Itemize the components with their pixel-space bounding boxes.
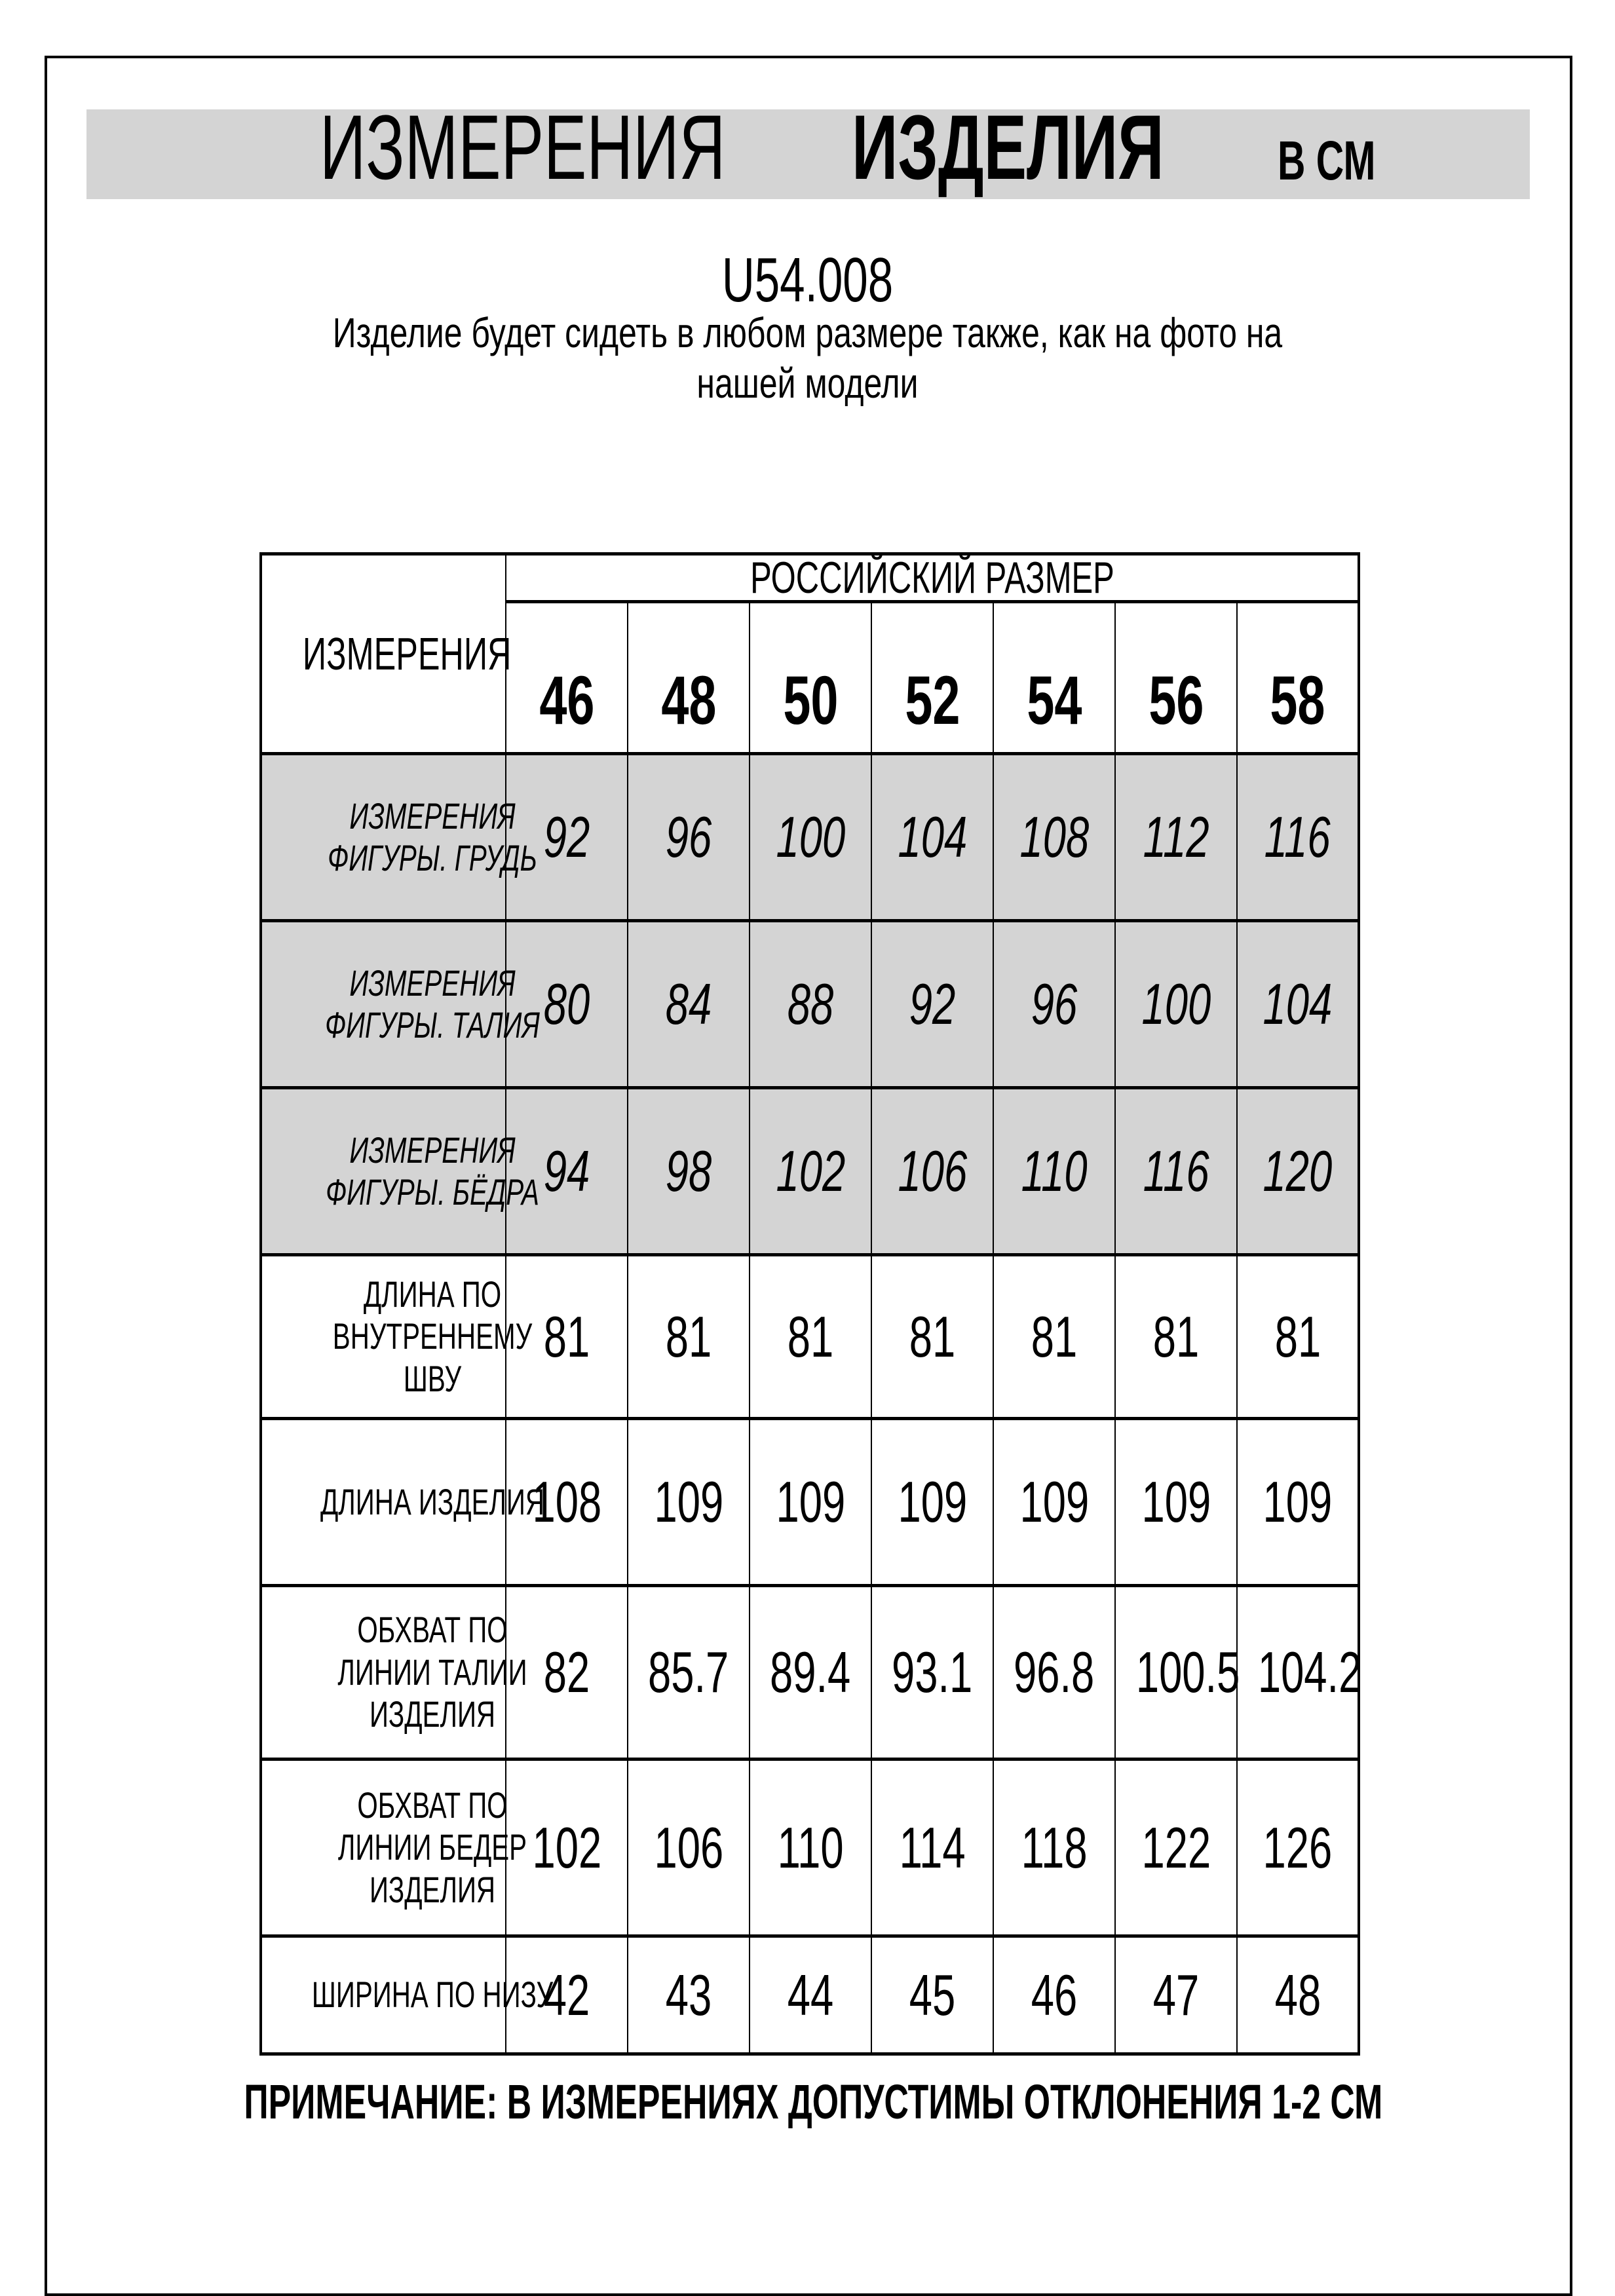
value-text: 116: [1264, 804, 1331, 869]
size-column-header: [628, 602, 750, 754]
value-text: 80: [543, 971, 590, 1036]
value-cell: [628, 1936, 750, 2054]
value-cell: [1237, 1760, 1359, 1936]
value-cell: [871, 1586, 993, 1760]
row-label-text: ДЛИНА ИЗДЕЛИЯ: [320, 1480, 545, 1522]
row-label: [261, 921, 540, 1088]
value-cell: [1115, 754, 1237, 921]
value-cell: [993, 754, 1115, 921]
size-column-header: [993, 602, 1115, 754]
value-text: 94: [543, 1139, 590, 1203]
value-text: 81: [909, 1304, 956, 1369]
value-cell: [871, 1936, 993, 2054]
value-cell: [628, 1586, 750, 1760]
row-label-text: ДЛИНА ПО ВНУТРЕННЕМУ ШВУ: [332, 1273, 533, 1399]
value-text: 96: [665, 804, 712, 869]
value-text: 109: [776, 1469, 845, 1534]
size-column-header-text: 46: [539, 662, 595, 739]
value-text: 84: [665, 971, 712, 1036]
row-label-text: ИЗМЕРЕНИЯ ФИГУРЫ. ТАЛИЯ: [325, 962, 540, 1045]
value-text: 102: [776, 1139, 845, 1203]
value-text: 120: [1263, 1139, 1333, 1203]
value-text: 108: [532, 1469, 601, 1534]
value-text: 44: [787, 1962, 834, 2027]
size-column-header: [871, 602, 993, 754]
value-text: 93.1: [892, 1640, 973, 1704]
value-cell: [993, 1419, 1115, 1586]
value-text: 108: [1019, 804, 1089, 869]
title-band: [86, 96, 1530, 199]
value-cell: [871, 1419, 993, 1586]
value-text: 96: [1031, 971, 1078, 1036]
size-table: [259, 552, 1360, 2056]
value-text: 118: [1021, 1815, 1088, 1880]
value-cell: [750, 1936, 871, 2054]
value-text: 81: [543, 1304, 590, 1369]
article-number: [0, 245, 1615, 315]
value-text: 112: [1143, 804, 1209, 869]
row-label: [261, 1586, 527, 1760]
value-cell: [1237, 1255, 1359, 1419]
value-text: 48: [1274, 1962, 1321, 2027]
value-text: 104: [1263, 971, 1333, 1036]
row-label: [261, 1255, 533, 1419]
size-column-header-text: 58: [1270, 662, 1325, 739]
value-cell: [993, 1255, 1115, 1419]
value-text: 47: [1152, 1962, 1200, 2027]
value-cell: [1115, 1088, 1237, 1255]
value-text: 109: [1019, 1469, 1089, 1534]
value-text: 109: [654, 1469, 723, 1534]
value-text: 109: [898, 1469, 967, 1534]
corner-header-label: ИЗМЕРЕНИЯ: [302, 628, 512, 679]
value-cell: [750, 1586, 871, 1760]
value-text: 104.2: [1257, 1640, 1362, 1704]
size-column-header: [750, 602, 871, 754]
value-cell: [993, 1586, 1115, 1760]
value-text: 116: [1143, 1139, 1209, 1203]
table-row: [261, 921, 1359, 1088]
table-row: [261, 754, 1359, 921]
value-cell: [1237, 1936, 1359, 2054]
value-cell: [993, 1760, 1115, 1936]
title-unit: В СМ: [1278, 130, 1376, 191]
row-label-text: ИЗМЕРЕНИЯ ФИГУРЫ. БЁДРА: [326, 1129, 539, 1213]
row-label: [261, 1936, 554, 2054]
value-text: 110: [777, 1815, 844, 1880]
value-text: 100: [776, 804, 845, 869]
value-cell: [1115, 1760, 1237, 1936]
value-cell: [750, 754, 871, 921]
size-column-header: [1237, 602, 1359, 754]
value-text: 85.7: [648, 1640, 729, 1704]
value-cell: [1237, 921, 1359, 1088]
row-label: [261, 1760, 527, 1936]
table-row: [261, 1088, 1359, 1255]
value-cell: [871, 1088, 993, 1255]
value-text: 106: [898, 1139, 967, 1203]
value-text: 81: [1031, 1304, 1078, 1369]
value-text: 102: [532, 1815, 601, 1880]
value-cell: [628, 921, 750, 1088]
row-label-text: ИЗМЕРЕНИЯ ФИГУРЫ. ГРУДЬ: [328, 795, 537, 878]
value-cell: [1115, 1255, 1237, 1419]
value-text: 81: [787, 1304, 834, 1369]
row-label-text: ОБХВАТ ПО ЛИНИИ ТАЛИИ ИЗДЕЛИЯ: [337, 1609, 527, 1735]
value-cell: [1115, 1419, 1237, 1586]
value-cell: [1237, 1419, 1359, 1586]
size-column-header: [1115, 602, 1237, 754]
footnote: [0, 2075, 1615, 2129]
value-cell: [871, 1255, 993, 1419]
value-cell: [750, 1088, 871, 1255]
value-text: 98: [665, 1139, 712, 1203]
value-cell: [628, 1088, 750, 1255]
value-text: 104: [898, 804, 967, 869]
table-row: [261, 1255, 1359, 1419]
value-text: 109: [1141, 1469, 1211, 1534]
value-cell: [750, 1255, 871, 1419]
description: [0, 308, 1615, 409]
value-text: 81: [1152, 1304, 1200, 1369]
value-text: 88: [787, 971, 834, 1036]
value-text: 81: [1274, 1304, 1321, 1369]
table-row: [261, 1760, 1359, 1936]
value-cell: [1237, 1586, 1362, 1760]
value-cell: [750, 921, 871, 1088]
value-cell: [750, 1419, 871, 1586]
size-column-header-text: 52: [904, 662, 960, 739]
value-text: 92: [543, 804, 590, 869]
corner-header-cell: [261, 554, 512, 754]
value-text: 89.4: [770, 1640, 851, 1704]
value-text: 42: [543, 1962, 590, 2027]
title-word-izmereniya: ИЗМЕРЕНИЯ: [320, 96, 726, 198]
value-text: 114: [899, 1815, 966, 1880]
row-label: [261, 1419, 545, 1586]
value-text: 106: [654, 1815, 723, 1880]
value-cell: [628, 1419, 750, 1586]
table-header-row-group: [261, 554, 1359, 602]
row-label: [261, 754, 537, 921]
value-text: 109: [1263, 1469, 1333, 1534]
value-cell: [993, 1088, 1115, 1255]
title-word-izdeliya: ИЗДЕЛИЯ: [852, 96, 1164, 198]
size-column-header-text: 48: [660, 662, 717, 739]
value-cell: [871, 921, 993, 1088]
footnote-text: ПРИМЕЧАНИЕ: В ИЗМЕРЕНИЯХ ДОПУСТИМЫ ОТКЛОНЕНИЯ 1-2 СМ: [244, 2075, 1383, 2129]
value-cell: [993, 1936, 1115, 2054]
value-cell: [1237, 1088, 1359, 1255]
value-text: 46: [1031, 1962, 1078, 2027]
table-row: [261, 1936, 1359, 2054]
value-text: 43: [665, 1962, 712, 2027]
value-cell: [993, 921, 1115, 1088]
size-column-header: [506, 602, 628, 754]
value-cell: [628, 754, 750, 921]
value-text: 81: [665, 1304, 712, 1369]
size-column-header-text: 50: [782, 662, 839, 739]
value-text: 96.8: [1014, 1640, 1095, 1704]
description-text: Изделие будет сидеть в любом размере также, как на фото на нашей модели: [332, 309, 1283, 407]
value-cell: [750, 1760, 871, 1936]
row-label-text: ОБХВАТ ПО ЛИНИИ БЕДЕР ИЗДЕЛИЯ: [337, 1784, 527, 1910]
value-text: 126: [1263, 1815, 1333, 1880]
value-text: 82: [543, 1640, 590, 1704]
value-cell: [1115, 1586, 1240, 1760]
value-cell: [628, 1760, 750, 1936]
value-text: 110: [1021, 1139, 1088, 1203]
value-text: 92: [909, 971, 956, 1036]
size-group-label: РОССИЙСКИЙ РАЗМЕР: [750, 553, 1114, 603]
row-label: [261, 1088, 539, 1255]
value-cell: [871, 1760, 993, 1936]
article-number-text: U54.008: [721, 245, 894, 315]
value-cell: [1115, 921, 1237, 1088]
value-cell: [1115, 1936, 1237, 2054]
value-cell: [628, 1255, 750, 1419]
size-column-header-text: 54: [1026, 662, 1082, 739]
value-cell: [871, 754, 993, 921]
value-text: 100: [1141, 971, 1211, 1036]
value-text: 45: [909, 1962, 956, 2027]
row-label-text: ШИРИНА ПО НИЗУ: [311, 1974, 554, 2016]
value-text: 100.5: [1135, 1640, 1240, 1704]
table-row: [261, 1586, 1359, 1760]
size-group-header-cell: [506, 554, 1359, 602]
size-column-header-text: 56: [1148, 662, 1204, 739]
table-row: [261, 1419, 1359, 1586]
value-cell: [1237, 754, 1359, 921]
value-text: 122: [1141, 1815, 1211, 1880]
